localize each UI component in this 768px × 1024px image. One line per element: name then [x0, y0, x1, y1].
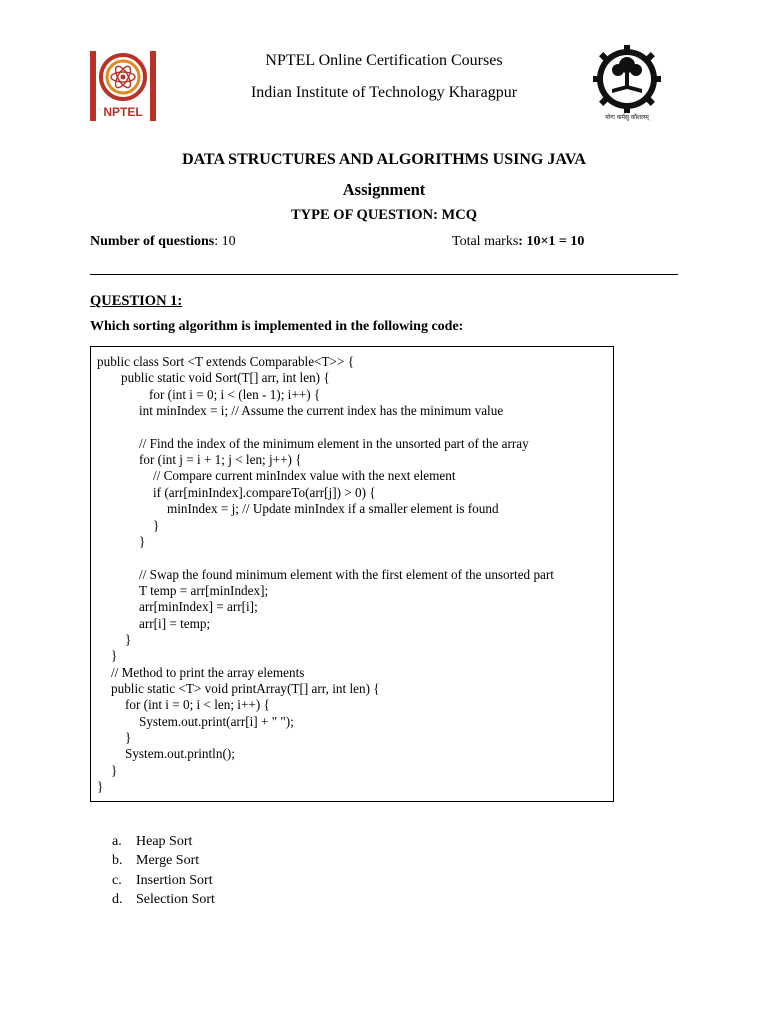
option-text: Insertion Sort: [136, 872, 213, 888]
header-line-2: Indian Institute of Technology Kharagpur: [250, 84, 518, 101]
code-line: }: [111, 762, 118, 778]
code-line: for (int i = 0; i < (len - 1); i++) {: [149, 386, 321, 402]
code-line: minIndex = j; // Update minIndex if a smaller element is found: [167, 501, 499, 517]
code-line: }: [125, 631, 132, 647]
code-line: if (arr[minIndex].compareTo(arr[j]) > 0) {: [153, 484, 376, 500]
option-text: Merge Sort: [136, 853, 200, 869]
option-text: Selection Sort: [136, 892, 215, 908]
code-line: public static void Sort(T[] arr, int len) {: [121, 370, 330, 386]
iit-logo-motto: योगः कर्मसु कौशलम्: [605, 114, 649, 121]
question-type: TYPE OF QUESTION: MCQ: [291, 207, 477, 223]
iit-kharagpur-logo: [592, 45, 662, 121]
code-line: public class Sort <T extends Comparable<T>> {: [97, 354, 355, 369]
question-text: Which sorting algorithm is implemented in the following code:: [90, 319, 464, 334]
total-marks: Total marks: 10×1 = 10: [452, 234, 585, 249]
code-line: // Swap the found minimum element with the first element of the unsorted part: [139, 566, 554, 582]
option-letter: d.: [112, 892, 123, 908]
option-text: Heap Sort: [136, 834, 193, 849]
option-letter: c.: [112, 872, 122, 888]
question-title: QUESTION 1:: [90, 293, 183, 309]
code-line: T temp = arr[minIndex];: [139, 582, 269, 598]
code-line: // Find the index of the minimum element in the unsorted part of the array: [139, 435, 529, 451]
code-line: System.out.print(arr[i] + " ");: [139, 713, 294, 729]
document-subtitle: Assignment: [342, 180, 426, 199]
code-line: // Compare current minIndex value with the next element: [153, 468, 456, 484]
header-line-1: NPTEL Online Certification Courses: [265, 52, 503, 69]
option-letter: b.: [112, 853, 123, 869]
number-of-questions: Number of questions: 10: [90, 234, 236, 249]
code-line: // Method to print the array elements: [111, 664, 305, 680]
code-line: }: [153, 517, 160, 533]
code-line: for (int j = i + 1; j < len; j++) {: [139, 452, 302, 468]
code-line: public static <T> void printArray(T[] arr, int len) {: [111, 681, 380, 696]
code-line: }: [139, 533, 146, 549]
code-line: }: [97, 779, 104, 795]
code-block: [90, 346, 614, 802]
answer-option: [112, 832, 215, 851]
answer-option: [112, 851, 215, 870]
nptel-logo-text: NPTEL: [103, 105, 143, 119]
option-letter: a.: [112, 834, 122, 849]
divider-line: [90, 274, 678, 275]
answer-option: [112, 890, 215, 909]
answer-options: [112, 832, 215, 910]
code-line: System.out.println();: [125, 746, 235, 762]
code-line: int minIndex = i; // Assume the current index has the minimum value: [139, 403, 504, 419]
answer-option: [112, 871, 215, 890]
document-title: DATA STRUCTURES AND ALGORITHMS USING JAVA: [182, 151, 586, 168]
code-line: for (int i = 0; i < len; i++) {: [125, 697, 270, 713]
code-line: }: [125, 730, 132, 746]
code-line: arr[i] = temp;: [139, 615, 211, 631]
code-line: }: [111, 648, 118, 664]
code-line: arr[minIndex] = arr[i];: [139, 599, 258, 615]
